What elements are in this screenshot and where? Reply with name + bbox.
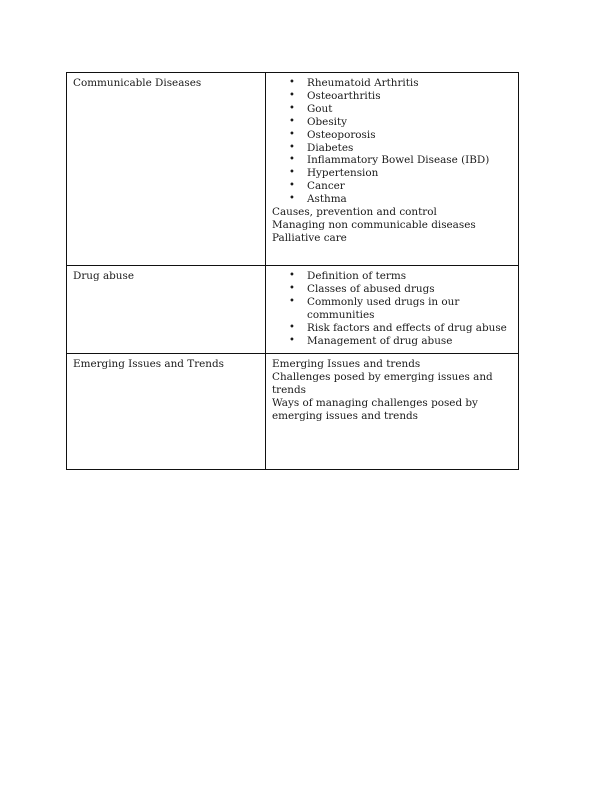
- list-item: • Classes of abused drugs: [307, 283, 513, 296]
- list-item: • Hypertension: [307, 167, 513, 180]
- list-item: • Gout: [307, 103, 513, 116]
- text-line: Ways of managing challenges posed by emerging issues and trends: [272, 396, 478, 422]
- list-item: • Inflammatory Bowel Disease (IBD): [307, 154, 513, 167]
- bullet-list: [272, 270, 513, 347]
- topic-cell: [67, 354, 266, 470]
- list-item: • Asthma: [307, 193, 513, 206]
- topic-label: Drug abuse: [73, 270, 134, 282]
- list-item: • Risk factors and effects of drug abuse: [307, 322, 513, 335]
- content-cell: [266, 266, 519, 354]
- table-row: [67, 266, 519, 354]
- text-line: Managing non communicable diseases: [272, 218, 476, 231]
- list-item: • Osteoarthritis: [307, 90, 513, 103]
- topic-label: Communicable Diseases: [73, 77, 202, 89]
- table-row: [67, 73, 519, 266]
- text-line: Challenges posed by emerging issues and trends: [272, 370, 493, 396]
- list-item: • Cancer: [307, 180, 513, 193]
- text-line: Emerging Issues and trends: [272, 358, 421, 370]
- table-row: [67, 354, 519, 470]
- content-cell: [266, 73, 519, 266]
- text-line: Palliative care: [272, 231, 347, 244]
- list-item: • Rheumatoid Arthritis: [307, 77, 513, 90]
- text-line: Causes, prevention and control: [272, 206, 437, 219]
- topic-label: Emerging Issues and Trends: [73, 358, 224, 370]
- bullet-list: [272, 77, 513, 206]
- topic-cell: [67, 266, 266, 354]
- topic-cell: [67, 73, 266, 266]
- content-cell: [266, 354, 519, 470]
- list-item: • Obesity: [307, 116, 513, 129]
- list-item: • Management of drug abuse: [307, 335, 513, 348]
- list-item: • Definition of terms: [307, 270, 513, 283]
- list-item: • Osteoporosis: [307, 129, 513, 142]
- syllabus-table: [66, 72, 519, 470]
- list-item: • Diabetes: [307, 142, 513, 155]
- list-item: • Commonly used drugs in our communities: [307, 296, 513, 322]
